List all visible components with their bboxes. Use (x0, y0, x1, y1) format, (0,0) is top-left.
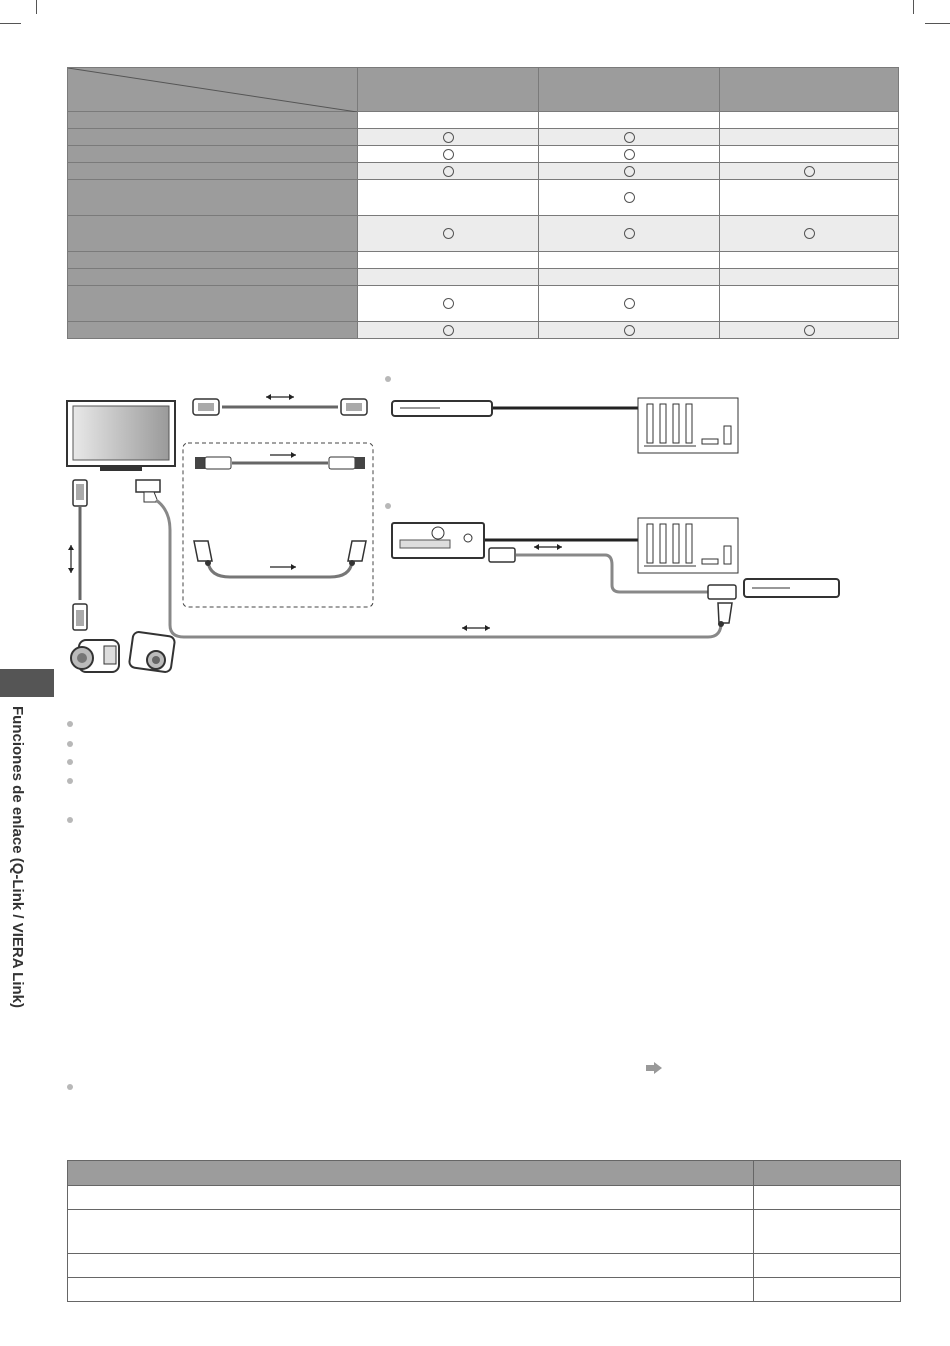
table-row (68, 1210, 901, 1254)
diagram-bullet-1 (385, 376, 391, 382)
table-cell (68, 1254, 754, 1278)
hdmi-cable-vertical (68, 480, 87, 630)
speaker-system-icon-2 (638, 518, 738, 573)
note-bullet-5 (67, 817, 73, 823)
note-bullet-1 (67, 721, 73, 727)
table-cell (754, 1186, 901, 1210)
section-title-text: Funciones de enlace (Q-Link / VIERA Link) (9, 706, 26, 1008)
digital-camera-icon (129, 631, 176, 672)
table-cell (68, 1278, 754, 1302)
arrow-right-icon (646, 1062, 662, 1074)
note-bullet-3 (67, 759, 73, 765)
recorder-icon (708, 579, 839, 627)
speaker-system-icon (638, 398, 738, 453)
table-row (68, 1186, 901, 1210)
table-cell (68, 1210, 754, 1254)
tv-icon (67, 401, 175, 471)
table-cell (754, 1278, 901, 1302)
table-row (68, 1254, 901, 1278)
table-row (68, 1278, 901, 1302)
diagram-bullet-2 (385, 503, 391, 509)
optical-cable-icon (195, 452, 365, 469)
feature-header-col-2 (754, 1161, 901, 1186)
feature-header-col-1 (68, 1161, 754, 1186)
note-bullet-4 (67, 778, 73, 784)
table-cell (68, 1186, 754, 1210)
feature-table (67, 1160, 901, 1302)
table-cell (754, 1210, 901, 1254)
note-bullet-2 (67, 741, 73, 747)
hdmi-cable-icon (193, 394, 367, 415)
table-cell (754, 1254, 901, 1278)
dvd-player-icon (392, 401, 640, 416)
section-tab (0, 669, 54, 697)
scart-cable-icon (194, 541, 366, 577)
camcorder-icon (71, 640, 119, 672)
note-bullet-6 (67, 1084, 73, 1090)
feature-table-header (68, 1161, 901, 1186)
